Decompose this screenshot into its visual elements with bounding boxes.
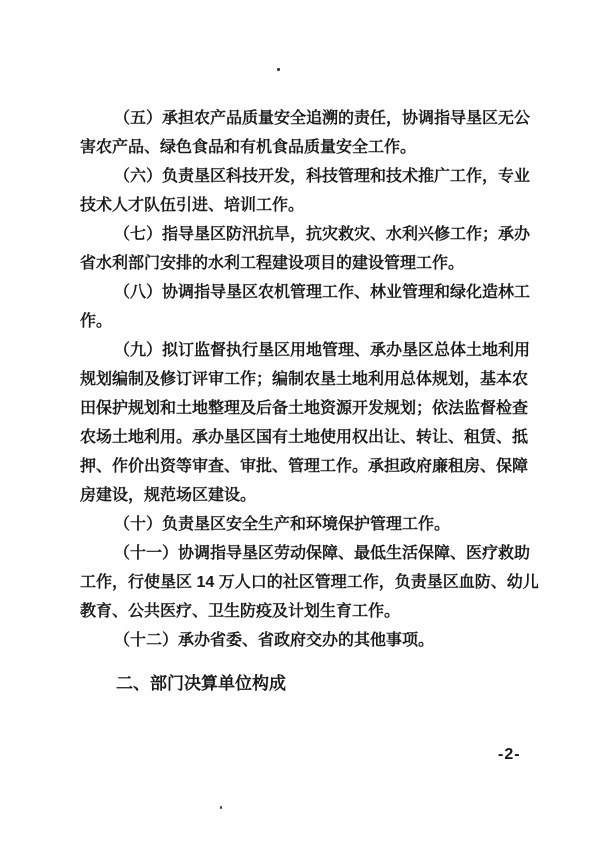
text-line: 押、作价出资等审查、审批、管理工作。承担政府廉租房、保障 [80,458,529,475]
body-paragraph [80,336,534,510]
text-line: 房建设，规范场区建设。 [80,487,257,504]
text-line: 省水利部门安排的水利工程建设项目的建设管理工作。 [80,255,465,272]
body-paragraph [80,278,534,336]
scan-speck [277,68,280,71]
text-line: （八）协调指导垦区农机管理工作、林业管理和绿化造林工 [114,284,531,301]
text-line: 教育、公共医疗、卫生防疫及计划生育工作。 [80,603,401,620]
text-line: （十一）协调指导垦区劳动保障、最低生活保障、医疗救助 [114,545,531,562]
text-line: （十）负责垦区安全生产和环境保护管理工作。 [114,516,451,533]
text-line: （九）拟订监督执行垦区用地管理、承办垦区总体土地利用 [114,342,531,359]
body-paragraph [80,220,534,278]
text-line: 技术人才队伍引进、培训工作。 [80,197,305,214]
text-line: 规划编制及修订评审工作；编制农垦土地利用总体规划，基本农 [80,371,529,388]
body-paragraph [80,539,539,626]
page-number: -2- [498,746,521,763]
text-line: 农场土地利用。承办垦区国有土地使用权出让、转让、租赁、抵 [80,429,529,446]
text-line: 工作，行使垦区 14 万人口的社区管理工作，负责垦区血防、幼儿 [80,574,539,591]
text-line: 田保护规划和土地整理及后备土地资源开发规划；依法监督检查 [80,400,529,417]
body-paragraph [80,104,534,162]
document-body [80,104,539,698]
text-line: 作。 [80,313,113,330]
text-line: （五）承担农产品质量安全追溯的责任，协调指导垦区无公 [114,110,531,127]
text-line: （七）指导垦区防汛抗旱，抗灾救灾、水利兴修工作；承办 [114,226,531,243]
body-paragraph [80,510,534,539]
text-line: （十二）承办省委、省政府交办的其他事项。 [114,632,435,649]
text-line: （六）负责垦区科技开发，科技管理和技术推广工作，专业 [114,168,531,185]
section-heading: 二、部门决算单位构成 [116,674,286,693]
body-paragraph [80,162,534,220]
body-paragraph [80,626,534,655]
scan-speck [220,806,222,809]
text-line: 害农产品、绿色食品和有机食品质量安全工作。 [80,139,417,156]
